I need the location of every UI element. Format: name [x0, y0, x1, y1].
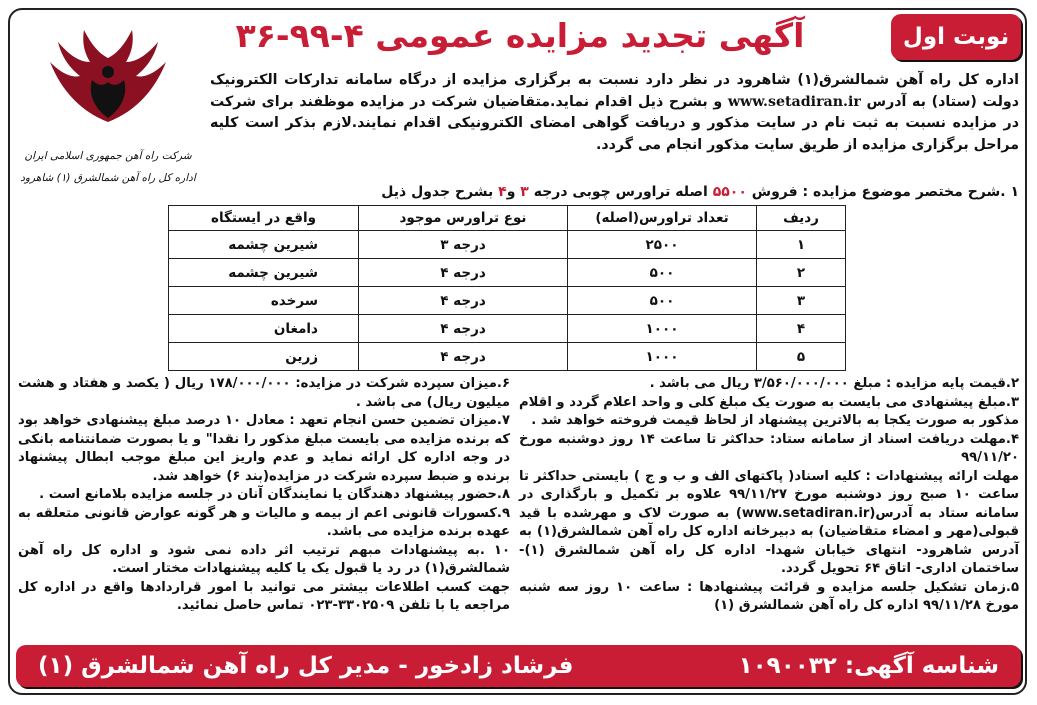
table-row: [169, 315, 846, 343]
clause-4-document-deadline: ۴.مهلت دریافت اسناد از سامانه ستاد: حداکثر تا ساعت ۱۴ روز دوشنبه مورخ ۹۹/۱۱/۲۰: [519, 431, 1019, 465]
subject-count: ۵۵۰۰: [712, 184, 747, 200]
table-row: [169, 287, 846, 315]
cell-row-no: ۵: [757, 343, 846, 371]
header-station: واقع در ایستگاه: [169, 206, 359, 231]
conditions-right-column: [519, 375, 1019, 616]
cell-station: شیرین چشمه: [169, 231, 359, 259]
logo-line-2: اداره کل راه آهن شمالشرق (۱) شاهرود: [20, 172, 196, 184]
table-header-row: [169, 206, 846, 231]
clause-6-deposit: ۶.میزان سپرده شرکت در مزایده: ۱۷۸/۰۰۰/۰۰۰ ریال ( یکصد و هفتاد و هشت میلیون ریال) می باشد .: [18, 376, 510, 410]
header-row-no: ردیف: [757, 206, 846, 231]
cell-type: درجه ۳: [359, 231, 568, 259]
table-row: [169, 259, 846, 287]
header-type: نوع تراورس موجود: [359, 206, 568, 231]
cell-station: شیرین چشمه: [169, 259, 359, 287]
cell-row-no: ۲: [757, 259, 846, 287]
footer-bar: [16, 645, 1021, 687]
cell-row-no: ۳: [757, 287, 846, 315]
notice-title: آگهی تجدید مزایده عمومی ۴-۹۹-۳۶: [235, 16, 805, 55]
subject-label: ۱ .شرح مختصر موضوع مزایده : فروش: [746, 184, 1019, 200]
subject-grade-3: ۳: [520, 184, 529, 200]
clause-3-bid-amount: ۳.مبلغ پیشنهادی می بایست به صورت یک مبلغ کلی و واحد اعلام گردد و اقلام مذکور به صورت یکجا به بالاترین پیشنهاد از لحاظ قیمت فروخته خواهد شد .: [519, 394, 1019, 428]
clause-4-submission-deadline: مهلت ارائه پیشنهادات : کلیه اسناد( پاکتهای الف و ب و ج ) بایستی حداکثر تا ساعت ۱۰ صبح روز دوشنبه مورخ ۹۹/۱۱/۲۷ علاوه بر تکمیل و بارگذاری در سامانه ستاد به آدرس(www.setadiran.ir) به صورت لاک و مهرشده با قید قبولی(مهر و امضاء متقاضیان) به دبیرخانه اداره کل راه آهن شمالشرق(۱) به آدرس شاهرود- انتهای خیابان شهدا- اداره کل راه آهن شمالشرق (۱)- ساختمان اداری- اتاق ۶۴ تحویل گردد.: [519, 468, 1019, 576]
cell-type: درجه ۴: [359, 259, 568, 287]
cell-count: ۱۰۰۰: [568, 315, 757, 343]
cell-station: دامغان: [169, 315, 359, 343]
notice-id: شناسه آگهی: ۱۰۹۰۰۳۲: [738, 653, 999, 679]
clause-9-deductions: ۹.کسورات قانونی اعم از بیمه و مالیات و هر گونه عوارض قانونی متعلقه به عهده برنده مزایده می باشد.: [18, 505, 510, 539]
cell-station: زرین: [169, 343, 359, 371]
subject-and: و: [506, 184, 521, 200]
header-count: تعداد تراورس(اصله): [568, 206, 757, 231]
signature: فرشاد زادخور - مدیر کل راه آهن شمالشرق (۱): [38, 653, 574, 679]
cell-row-no: ۴: [757, 315, 846, 343]
cell-row-no: ۱: [757, 231, 846, 259]
cell-type: درجه ۴: [359, 343, 568, 371]
clause-5-session-time: ۵.زمان تشکیل جلسه مزایده و قرائت پیشنهادها : ساعت ۱۰ روز سه شنبه مورخ ۹۹/۱۱/۲۸ اداره کل راه آهن شمالشرق (۱): [519, 579, 1019, 613]
clause-7-guarantee: ۷.میزان تضمین حسن انجام تعهد : معادل ۱۰ درصد مبلغ پیشنهادی خواهد بود که برنده مزایده می بایست مبلغ مذکور را نقدا" و یا بصورت ضمانتنامه بانکی در وجه اداره کل ارائه نماید و عدم واریز این مبلغ موجب ابطال پیشنهاد برنده و ضبط سپرده شرکت در مزایده(بند ۶) خواهد شد.: [18, 413, 510, 484]
logo-line-1: شرکت راه آهن جمهوری اسلامی ایران: [24, 150, 192, 162]
table-row: [169, 231, 846, 259]
round-badge: نوبت اول: [891, 14, 1021, 60]
intro-text-1: اداره کل راه آهن شمالشرق(۱) شاهرود در نظر دارد نسبت به برگزاری مزایده از درگاه سامانه تدارکات الکترونیک دولت (ستاد) به آدرس: [210, 72, 1019, 110]
cell-count: ۱۰۰۰: [568, 343, 757, 371]
winged-emblem-icon: [42, 22, 174, 132]
intro-text-2: و بشرح ذیل اقدام نماید.متقاضیان شرکت در مزایده موظفند برای شرکت در مزایده نسبت به ثبت نام در سایت مذکور و دریافت گواهی امضای الکترونیکی اقدام نمایند.لازم بذکر است کلیه مراحل برگزاری مزایده از طریق سایت مذکور انجام می گردد.: [210, 93, 1019, 153]
subject-tail: بشرح جدول ذیل: [381, 184, 499, 200]
contact-info: جهت کسب اطلاعات بیشتر می توانید با امور قراردادها واقع در اداره کل مراجعه یا با تلفن ۳۳۰۲۵۰۹-۰۲۳ تماس حاصل نمائید.: [18, 579, 510, 613]
conditions-left-column: [18, 375, 510, 616]
table-row: [169, 343, 846, 371]
subject-grade-4: ۴: [498, 184, 507, 200]
logo-block: [18, 18, 198, 190]
intro-site-link[interactable]: www.setadiran.ir: [727, 93, 861, 110]
cell-type: درجه ۴: [359, 287, 568, 315]
cell-type: درجه ۴: [359, 315, 568, 343]
cell-count: ۵۰۰: [568, 287, 757, 315]
cell-count: ۵۰۰: [568, 259, 757, 287]
clause-8-attendance: ۸.حضور پیشنهاد دهندگان یا نمایندگان آنان در جلسه مزایده بلامانع است .: [39, 487, 510, 502]
cell-station: سرخده: [169, 287, 359, 315]
cell-count: ۲۵۰۰: [568, 231, 757, 259]
sleepers-table: [168, 205, 846, 371]
intro-paragraph: [210, 70, 1019, 156]
clause-10-rights: ۱۰ .به پیشنهادات مبهم ترتیب اثر داده نمی شود و اداره کل راه آهن شمالشرق(۱) در رد یا قبول یک یا کلیه پیشنهادات مختار است.: [18, 542, 510, 576]
subject-line: [199, 184, 1019, 200]
clause-2-base-price: ۲.قیمت پایه مزایده : مبلغ ۳/۵۶۰/۰۰۰/۰۰۰ ریال می باشد .: [649, 376, 1019, 391]
subject-mid: اصله تراورس چوبی درجه: [528, 184, 713, 200]
